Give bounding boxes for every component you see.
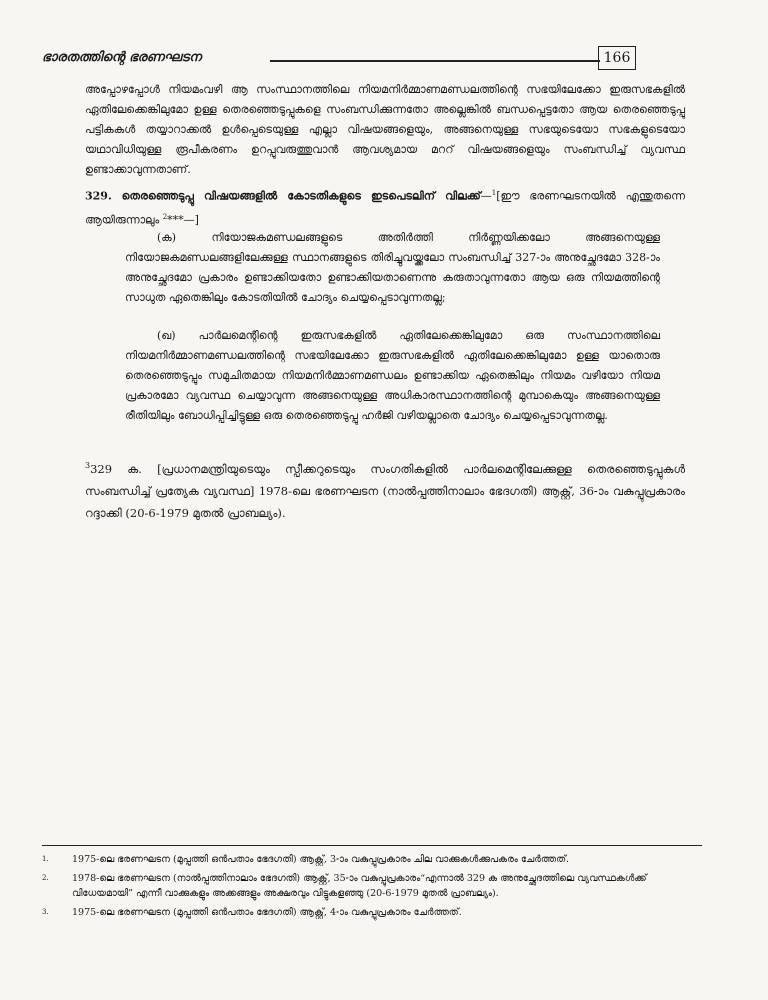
paragraph-continuation: അപ്പോഴപ്പോൾ നിയമംവഴി ആ സംസ്ഥാനത്തിലെ നിയമനിർമ്മാണമണ്ഡലത്തിന്റെ സഭയിലേക്കോ ഇരുസഭകളിൽ ഏതിലേക്കെങ്കിലുമോ ഉള്ള തെരഞ്ഞെടുപ്പുകളെ സംബന്ധിക്കുന്നതോ അല്ലെങ്കിൽ ബന്ധപ്പെട്ടതോ ആയ തെരഞ്ഞെടുപ്പു പട്ടികകൾ തയ്യാറാക്കൽ ഉൾപ്പെടെയുള്ള എല്ലാ വിഷയങ്ങളെയും, അങ്ങനെയുള്ള സഭയുടെയോ സഭകളുടെയോ യഥാവിധിയുള്ള രൂപീകരണം ഉറപ്പുവരുത്തുവാൻ ആവശ്യമായ മററ് വിഷയങ്ങളെയും സംബന്ധിച്ച് വ്യവസ്ഥ ഉണ്ടാക്കാവുന്നതാണ്. <box>85 83 685 176</box>
page-number: 166 <box>598 46 636 70</box>
section-329a <box>85 455 685 524</box>
footnote-ref-1: 1 <box>491 189 497 197</box>
footnote-1 <box>42 852 682 867</box>
section-329-heading <box>85 183 685 230</box>
footnote-2 <box>42 871 682 901</box>
clause-a: (ക) നിയോജകമണ്ഡലങ്ങളുടെ അതിർത്തി നിർണ്ണയിക്കലോ അങ്ങനെയുള്ള നിയോജകമണ്ഡലങ്ങളിലേക്കുള്ള സ്ഥാനങ്ങളുടെ തിരിച്ചുവയ്ക്കലോ സംബന്ധിച്ച് 327-ാം അനുച്ഛേദമോ 328-ാം അനുച്ഛേദമോ പ്രകാരം ഉണ്ടാക്കിയതോ ഉണ്ടാക്കിയതാണെന്നു കരുതാവുന്നതോ ആയ ഒരു നിയമത്തിന്റെ സാധുത ഏതെങ്കിലും കോടതിയിൽ ചോദ്യം ചെയ്യപ്പെടാവുന്നതല്ല; <box>125 231 660 304</box>
footnotes <box>42 852 682 924</box>
footnote-ref-3: 3 <box>85 461 91 470</box>
footnote-text: 1975-ലെ ഭരണഘടന (മുപ്പത്തി ഒൻപതാം ഭേദഗതി) ആക്റ്റ്, 3-ാം വകുപ്പുപ്രകാരം ചില വാക്കുകൾക്കുപകരം ചേർത്തത്. <box>72 854 570 865</box>
section-omission: ***—] <box>167 213 199 227</box>
footnote-mark: 2. <box>42 874 49 882</box>
footnote-rule <box>42 845 702 846</box>
footnote-text: 1978-ലെ ഭരണഘടന (നാൽപ്പത്തിനാലാം ഭേദഗതി) ആക്റ്റ്, 35-ാം വകുപ്പുപ്രകാരം“എന്നാൽ 329 ക അനുച്ഛേദത്തിലെ വ്യവസ്ഥകൾക്ക് വിധേയമായി” എന്നീ വാക്കുകളും അക്കങ്ങളും അക്ഷരവും വിട്ടുകളഞ്ഞു (20-6-1979 മുതൽ പ്രാബല്യം). <box>72 873 647 899</box>
page-header <box>42 46 730 72</box>
clause-b: (ഖ) പാർലമെന്റിന്റെ ഇരുസഭകളിൽ ഏതിലേക്കെങ്കിലുമോ ഒരു സംസ്ഥാനത്തിലെ നിയമനിർമ്മാണമണ്ഡലത്തിന്റെ സഭയിലേക്കോ ഇരുസഭകളിൽ ഏതിലേക്കെങ്കിലുമോ ഉള്ള യാതൊരു തെരഞ്ഞെടുപ്പും സമുചിതമായ നിയമനിർമ്മാണമണ്ഡലം ഉണ്ടാക്കിയ ഏതെങ്കിലും നിയമം വഴിയോ നിയമ പ്രകാരമോ വ്യവസ്ഥ ചെയ്യാവുന്ന അങ്ങനെയുള്ള അധികാരസ്ഥാനത്തിന്റെ മുമ്പാകെയും അങ്ങനെയുള്ള രീതിയിലും ബോധിപ്പിച്ചിട്ടുള്ള ഒരു തെരഞ്ഞെടുപ്പു ഹർജി വഴിയല്ലാതെ ചോദ്യം ചെയ്യപ്പെടാവുന്നതല്ല. <box>125 329 660 422</box>
header-rule <box>270 60 600 62</box>
section-title: തെരഞ്ഞെടുപ്പു വിഷയങ്ങളിൽ കോടതികളുടെ ഇടപെടലിന് വിലക്ക് <box>121 189 481 203</box>
footnote-mark: 3. <box>42 908 49 916</box>
section-329a-text: 329 ക. [പ്രധാനമന്ത്രിയുടെയും സ്പീക്കറുടെയും സംഗതികളിൽ പാർലമെന്റിലേക്കുള്ള തെരഞ്ഞെടുപ്പുകൾ സംബന്ധിച്ച് പ്രത്യേക വ്യവസ്ഥ] 1978-ലെ ഭരണഘടന (നാൽപ്പത്തിനാലാം ഭേദഗതി) ആക്റ്റ്, 36-ാം വകുപ്പുപ്രകാരം റദ്ദാക്കി (20-6-1979 മുതൽ പ്രാബല്യം). <box>85 461 685 520</box>
running-title: ഭാരതത്തിന്റെ ഭരണഘടന <box>42 50 202 65</box>
footnote-text: 1975-ലെ ഭരണഘടന (മുപ്പത്തി ഒൻപതാം ഭേദഗതി) ആക്റ്റ്, 4-ാം വകുപ്പുപ്രകാരം ചേർത്തത്. <box>72 907 462 918</box>
footnote-3 <box>42 905 682 920</box>
section-dash: — <box>480 189 492 203</box>
section-bracket-text: [ഈ ഭരണഘടനയിൽ എന്തുതന്നെ ആയിരുന്നാലും <box>85 189 685 227</box>
section-number: 329. <box>85 189 112 203</box>
footnote-mark: 1. <box>42 855 49 863</box>
footnote-ref-2: 2 <box>162 212 168 221</box>
